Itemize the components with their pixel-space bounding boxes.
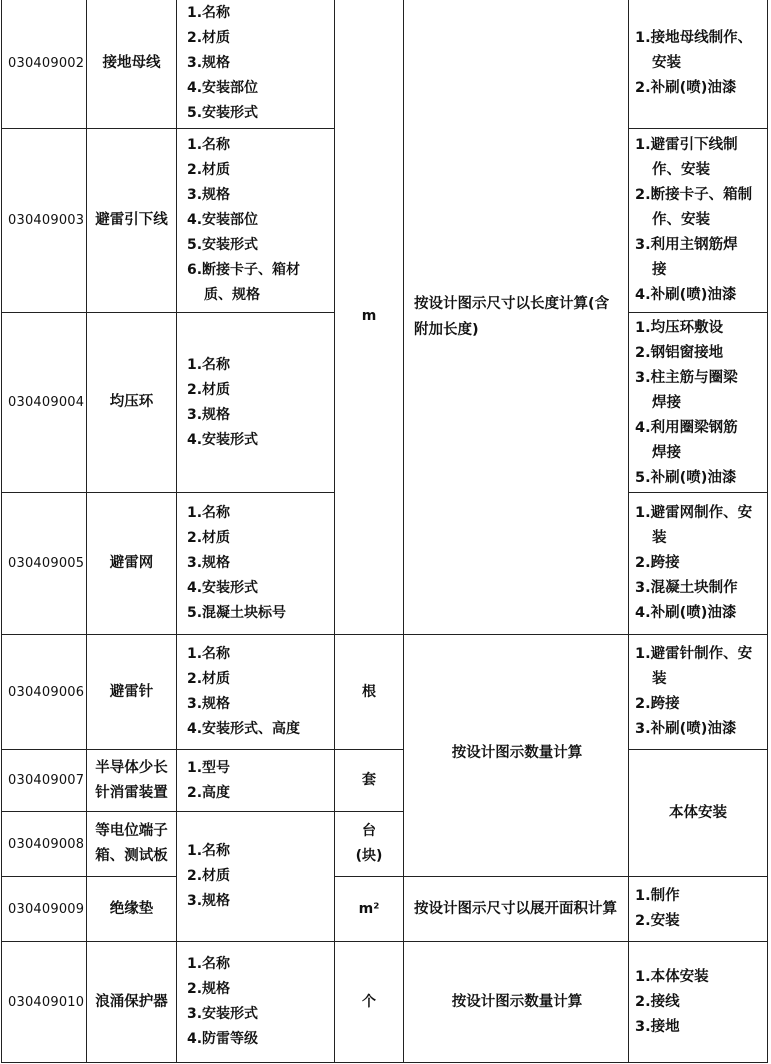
feature-line: 1.名称 — [187, 843, 231, 859]
feature-line: 6.断接卡子、箱材 — [187, 262, 301, 278]
feature-line: 1.名称 — [187, 356, 231, 373]
item-code: 030409002 — [1, 0, 87, 129]
work-line: 作、安装 — [652, 162, 710, 178]
item-code: 030409007 — [1, 749, 87, 812]
work-line: 4.补刷(喷)油漆 — [635, 287, 737, 303]
work-content: 本体安装 — [628, 749, 768, 877]
item-features — [176, 749, 335, 812]
item-name: 避雷针 — [86, 634, 177, 750]
feature-line: 1.名称 — [187, 505, 231, 521]
feature-line: 2.材质 — [187, 162, 231, 178]
work-line: 3.利用主钢筋焊 — [635, 237, 738, 253]
item-features — [176, 312, 335, 493]
work-line: 1.制作 — [635, 888, 680, 904]
item-code: 030409004 — [1, 312, 87, 493]
item-code: 030409005 — [1, 492, 87, 635]
feature-line: 3.规格 — [187, 696, 231, 712]
item-features — [176, 634, 335, 750]
item-features — [176, 0, 335, 129]
work-content — [628, 312, 768, 493]
item-features — [176, 941, 335, 1063]
feature-line: 2.材质 — [187, 30, 231, 46]
work-content — [628, 128, 768, 313]
item-code: 030409008 — [1, 811, 87, 877]
unit-cell: 个 — [334, 941, 404, 1063]
work-line: 1.均压环敷设 — [635, 320, 724, 336]
work-line: 装 — [652, 530, 667, 546]
work-line: 4.利用圈梁钢筋 — [635, 420, 738, 436]
calculation-rule: 按设计图示尺寸以展开面积计算 — [403, 876, 629, 942]
work-content — [628, 876, 768, 942]
feature-line: 4.安装部位 — [187, 212, 259, 228]
work-line: 3.接地 — [635, 1018, 680, 1035]
item-name: 等电位端子箱、测试板 — [86, 811, 177, 877]
feature-line: 3.规格 — [187, 406, 231, 423]
item-features — [176, 128, 335, 313]
unit-cell: m — [334, 0, 404, 635]
item-code: 030409006 — [1, 634, 87, 750]
feature-line: 1.名称 — [187, 137, 231, 153]
unit-cell: 根 — [334, 634, 404, 750]
work-line: 2.接线 — [635, 993, 680, 1010]
work-line: 1.避雷引下线制 — [635, 137, 738, 153]
work-line: 焊接 — [652, 445, 681, 461]
work-line: 3.补刷(喷)油漆 — [635, 721, 737, 737]
feature-line: 2.材质 — [187, 671, 231, 687]
calculation-rule: 按设计图示数量计算 — [403, 941, 629, 1063]
feature-line: 3.安装形式 — [187, 1006, 259, 1022]
item-name: 接地母线 — [86, 0, 177, 129]
work-line: 2.安装 — [635, 913, 680, 929]
feature-line: 5.安装形式 — [187, 105, 259, 121]
feature-line: 4.安装形式、高度 — [187, 721, 301, 737]
feature-line: 2.高度 — [187, 784, 231, 801]
feature-line: 3.规格 — [187, 187, 231, 203]
calculation-rule: 按设计图示尺寸以长度计算(含附加长度) — [403, 0, 629, 635]
item-features — [176, 492, 335, 635]
feature-line: 3.规格 — [187, 55, 231, 71]
work-line: 接 — [652, 262, 667, 278]
work-line: 3.柱主筋与圈梁 — [635, 370, 738, 386]
feature-line: 3.规格 — [187, 555, 231, 571]
item-code: 030409010 — [1, 941, 87, 1063]
work-line: 装 — [652, 671, 667, 687]
feature-line: 3.规格 — [187, 893, 231, 909]
work-line: 1.接地母线制作、 — [635, 30, 753, 46]
feature-line: 1.名称 — [187, 5, 231, 21]
work-line: 安装 — [652, 55, 681, 71]
work-content — [628, 634, 768, 750]
feature-line: 2.材质 — [187, 381, 231, 398]
unit-cell: 套 — [334, 749, 404, 812]
feature-line: 2.规格 — [187, 981, 231, 997]
work-line: 1.避雷网制作、安 — [635, 505, 753, 521]
feature-line: 1.名称 — [187, 646, 231, 662]
item-code: 030409009 — [1, 876, 87, 942]
feature-line: 质、规格 — [204, 287, 260, 303]
feature-line: 2.材质 — [187, 868, 231, 884]
work-line: 2.钢铝窗接地 — [635, 345, 724, 361]
work-line: 焊接 — [652, 395, 681, 411]
feature-line: 4.防雷等级 — [187, 1031, 259, 1047]
work-line: 2.跨接 — [635, 696, 680, 712]
item-code: 030409003 — [1, 128, 87, 313]
work-content — [628, 492, 768, 635]
work-line: 5.补刷(喷)油漆 — [635, 470, 737, 486]
unit-cell: m² — [334, 876, 404, 942]
calculation-rule: 按设计图示数量计算 — [403, 634, 629, 877]
work-line: 2.补刷(喷)油漆 — [635, 80, 737, 96]
feature-line: 4.安装形式 — [187, 431, 259, 448]
feature-line: 5.安装形式 — [187, 237, 259, 253]
feature-line: 2.材质 — [187, 530, 231, 546]
item-name: 避雷网 — [86, 492, 177, 635]
work-line: 2.断接卡子、箱制 — [635, 187, 753, 203]
work-content — [628, 0, 768, 129]
item-name: 绝缘垫 — [86, 876, 177, 942]
unit-cell: 台 (块) — [334, 811, 404, 877]
feature-line: 5.混凝土块标号 — [187, 605, 287, 621]
item-name: 避雷引下线 — [86, 128, 177, 313]
item-name: 浪涌保护器 — [86, 941, 177, 1063]
work-line: 2.跨接 — [635, 555, 680, 571]
work-line: 4.补刷(喷)油漆 — [635, 605, 737, 621]
work-line: 1.本体安装 — [635, 968, 709, 985]
feature-line: 4.安装形式 — [187, 580, 259, 596]
item-name: 半导体少长针消雷装置 — [86, 749, 177, 812]
feature-line: 1.型号 — [187, 759, 231, 776]
feature-line: 1.名称 — [187, 956, 231, 972]
work-content — [628, 941, 768, 1063]
work-line: 3.混凝土块制作 — [635, 580, 738, 596]
feature-line: 4.安装部位 — [187, 80, 259, 96]
item-features — [176, 811, 335, 942]
item-name: 均压环 — [86, 312, 177, 493]
work-line: 1.避雷针制作、安 — [635, 646, 753, 662]
work-line: 作、安装 — [652, 212, 710, 228]
